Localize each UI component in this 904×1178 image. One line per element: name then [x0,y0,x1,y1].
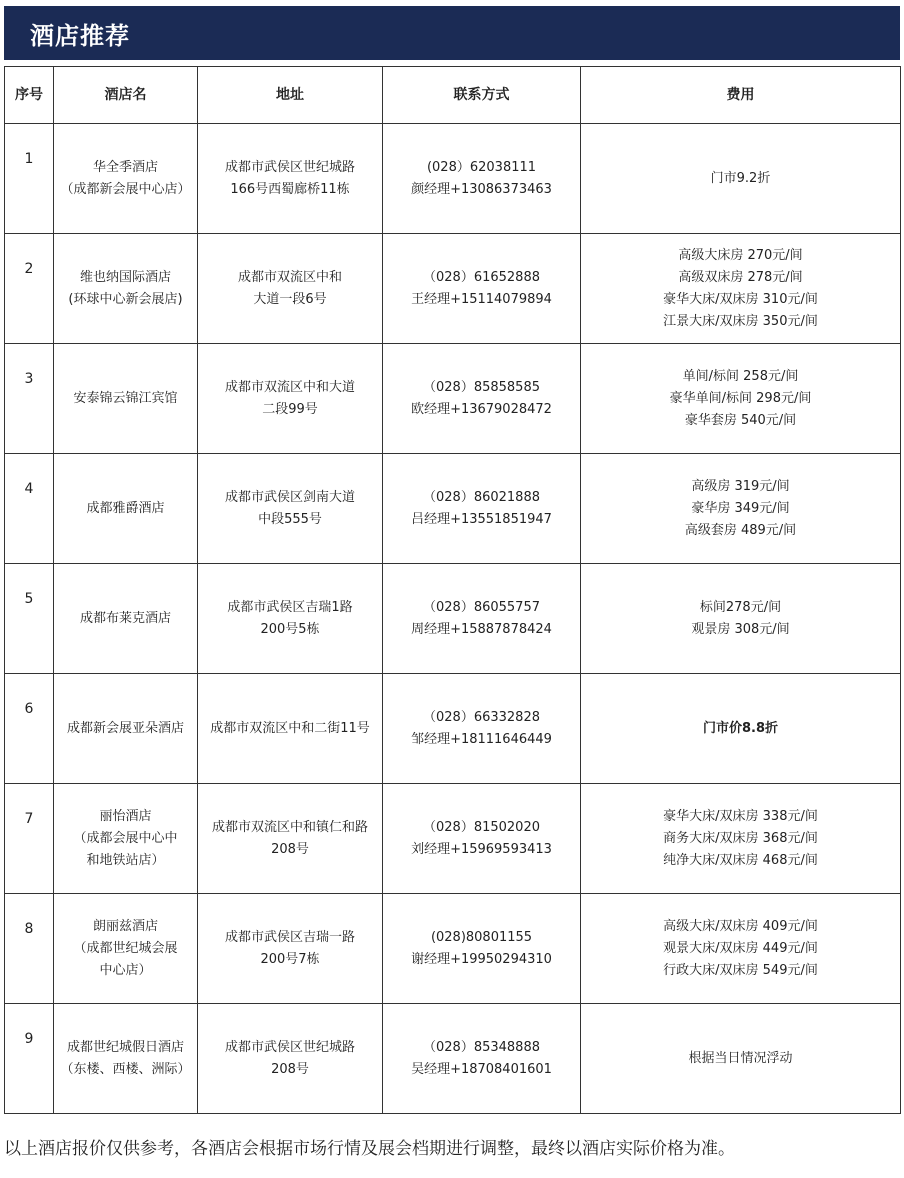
contact-cell [383,1004,581,1114]
address-line: 208号 [271,841,309,857]
contact-line: （028）86021888 [423,489,540,505]
fee-line: 豪华单间/标间 298元/间 [669,390,812,406]
contact-line: (028）62038111 [426,159,537,175]
table-row [5,564,901,674]
contact-line: （028）85858585 [423,379,540,395]
hotel-name-line: 成都新会展亚朵酒店 [66,720,184,736]
contact-cell [383,124,581,234]
hotel-name-cell [54,894,198,1004]
contact-line: 周经理+15887878424 [411,621,552,637]
fee-line: 门市9.2折 [710,170,771,186]
fee-line: 观景大床/双床房 449元/间 [663,940,818,956]
hotel-name-line: 和地铁站店） [86,852,165,868]
table-row [5,674,901,784]
seq-cell: 9 [5,1004,54,1114]
contact-line: 谢经理+19950294310 [411,951,552,967]
hotel-name-line: 维也纳国际酒店 [79,269,171,285]
footnote: 以上酒店报价仅供参考，各酒店会根据市场行情及展会档期进行调整，最终以酒店实际价格为准。 [4,1139,735,1159]
hotel-name-line: 丽怡酒店 [99,808,152,824]
address-cell [198,894,383,1004]
column-header-name: 酒店名 [54,67,198,124]
table-row [5,344,901,454]
fee-cell [581,1004,901,1114]
table-row [5,894,901,1004]
hotel-name-line: 成都雅爵酒店 [86,500,165,516]
hotel-name-line: （成都世纪城会展 [73,940,178,956]
column-header-seq: 序号 [5,67,54,124]
fee-line: 高级房 319元/间 [691,478,790,494]
address-line: 200号7栋 [260,951,320,967]
hotel-name-line: (环球中心新会展店) [68,291,183,307]
contact-line: （028）61652888 [423,269,540,285]
fee-line: 豪华大床/双床房 338元/间 [663,808,818,824]
hotel-name-line: （成都会展中心中 [73,830,178,846]
hotel-table [4,66,901,1114]
hotel-name-cell [54,234,198,344]
contact-line: （028）86055757 [423,599,540,615]
contact-cell [383,564,581,674]
fee-line: 豪华大床/双床房 310元/间 [663,291,818,307]
address-line: 二段99号 [262,401,318,417]
table-body [5,124,901,1114]
fee-line: 根据当日情况浮动 [688,1050,793,1066]
column-header-contact: 联系方式 [383,67,581,124]
fee-cell [581,124,901,234]
seq-cell: 5 [5,564,54,674]
address-line: 成都市双流区中和二街11号 [210,720,370,736]
hotel-name-line: 中心店） [99,962,152,978]
contact-line: 欧经理+13679028472 [411,401,552,417]
hotel-name-line: 成都布莱克酒店 [79,610,171,626]
seq-cell: 2 [5,234,54,344]
address-line: 中段555号 [258,511,322,527]
contact-cell [383,784,581,894]
fee-line: 标间278元/间 [699,599,782,615]
hotel-name-cell [54,454,198,564]
address-cell [198,564,383,674]
fee-cell [581,894,901,1004]
address-line: 成都市双流区中和镇仁和路 [211,819,368,835]
hotel-name-cell [54,1004,198,1114]
seq-cell: 7 [5,784,54,894]
address-line: 166号西蜀廊桥11栋 [230,181,350,197]
fee-line: 商务大床/双床房 368元/间 [663,830,818,846]
contact-line: 吕经理+13551851947 [411,511,552,527]
address-line: 成都市武侯区世纪城路 [224,1039,355,1055]
contact-cell [383,234,581,344]
seq-cell: 4 [5,454,54,564]
hotel-name-line: 华全季酒店 [92,159,158,175]
hotel-name-line: 朗丽兹酒店 [92,918,158,934]
address-line: 成都市双流区中和大道 [224,379,355,395]
hotel-name-cell [54,784,198,894]
address-cell [198,124,383,234]
fee-line: 纯净大床/双床房 468元/间 [663,852,818,868]
seq-cell: 6 [5,674,54,784]
fee-line: 豪华套房 540元/间 [684,412,797,428]
hotel-name-line: 安泰锦云锦江宾馆 [73,390,178,406]
hotel-name-line: 成都世纪城假日酒店 [66,1039,184,1055]
address-line: 成都市武侯区剑南大道 [224,489,355,505]
hotel-name-cell [54,674,198,784]
contact-line: （028）81502020 [423,819,540,835]
table-row [5,454,901,564]
seq-cell: 8 [5,894,54,1004]
address-cell [198,344,383,454]
address-line: 200号5栋 [260,621,320,637]
fee-line: 行政大床/双床房 549元/间 [663,962,818,978]
hotel-name-cell [54,564,198,674]
table-row [5,124,901,234]
address-cell [198,674,383,784]
table-row [5,234,901,344]
contact-cell [383,454,581,564]
fee-line: 豪华房 349元/间 [691,500,790,516]
contact-cell [383,894,581,1004]
fee-line: 高级双床房 278元/间 [678,269,803,285]
contact-line: 吴经理+18708401601 [411,1061,552,1077]
address-line: 成都市武侯区世纪城路 [224,159,355,175]
address-cell [198,1004,383,1114]
fee-line: 门市价8.8折 [702,720,779,736]
column-header-fee: 费用 [581,67,901,124]
address-line: 大道一段6号 [253,291,327,307]
address-line: 成都市武侯区吉瑞一路 [224,929,355,945]
address-cell [198,234,383,344]
contact-line: （028）66332828 [423,709,540,725]
address-line: 成都市双流区中和 [237,269,342,285]
fee-cell [581,454,901,564]
seq-cell: 3 [5,344,54,454]
contact-line: (028)80801155 [430,929,533,945]
fee-cell [581,234,901,344]
fee-line: 高级大床房 270元/间 [678,247,803,263]
table-row [5,784,901,894]
address-cell [198,784,383,894]
hotel-name-cell [54,344,198,454]
address-cell [198,454,383,564]
fee-line: 高级大床/双床房 409元/间 [663,918,818,934]
contact-line: 邹经理+18111646449 [411,731,552,747]
contact-cell [383,674,581,784]
fee-cell [581,784,901,894]
fee-line: 高级套房 489元/间 [684,522,797,538]
contact-line: （028）85348888 [423,1039,540,1055]
fee-line: 单间/标间 258元/间 [682,368,799,384]
hotel-name-line: （成都新会展中心店） [60,181,191,197]
address-line: 成都市武侯区吉瑞1路 [227,599,353,615]
header-bar [4,6,900,60]
fee-cell [581,564,901,674]
contact-line: 刘经理+15969593413 [411,841,552,857]
contact-line: 王经理+15114079894 [411,291,552,307]
seq-cell: 1 [5,124,54,234]
column-header-address: 地址 [198,67,383,124]
hotel-name-line: （东楼、西楼、洲际） [60,1061,191,1077]
contact-line: 颜经理+13086373463 [411,181,552,197]
contact-cell [383,344,581,454]
fee-line: 观景房 308元/间 [691,621,790,637]
hotel-name-cell [54,124,198,234]
fee-cell [581,674,901,784]
fee-line: 江景大床/双床房 350元/间 [663,313,818,329]
address-line: 208号 [271,1061,309,1077]
table-row [5,1004,901,1114]
page-title: 酒店推荐 [30,21,130,50]
table-header-row [5,67,901,124]
fee-cell [581,344,901,454]
